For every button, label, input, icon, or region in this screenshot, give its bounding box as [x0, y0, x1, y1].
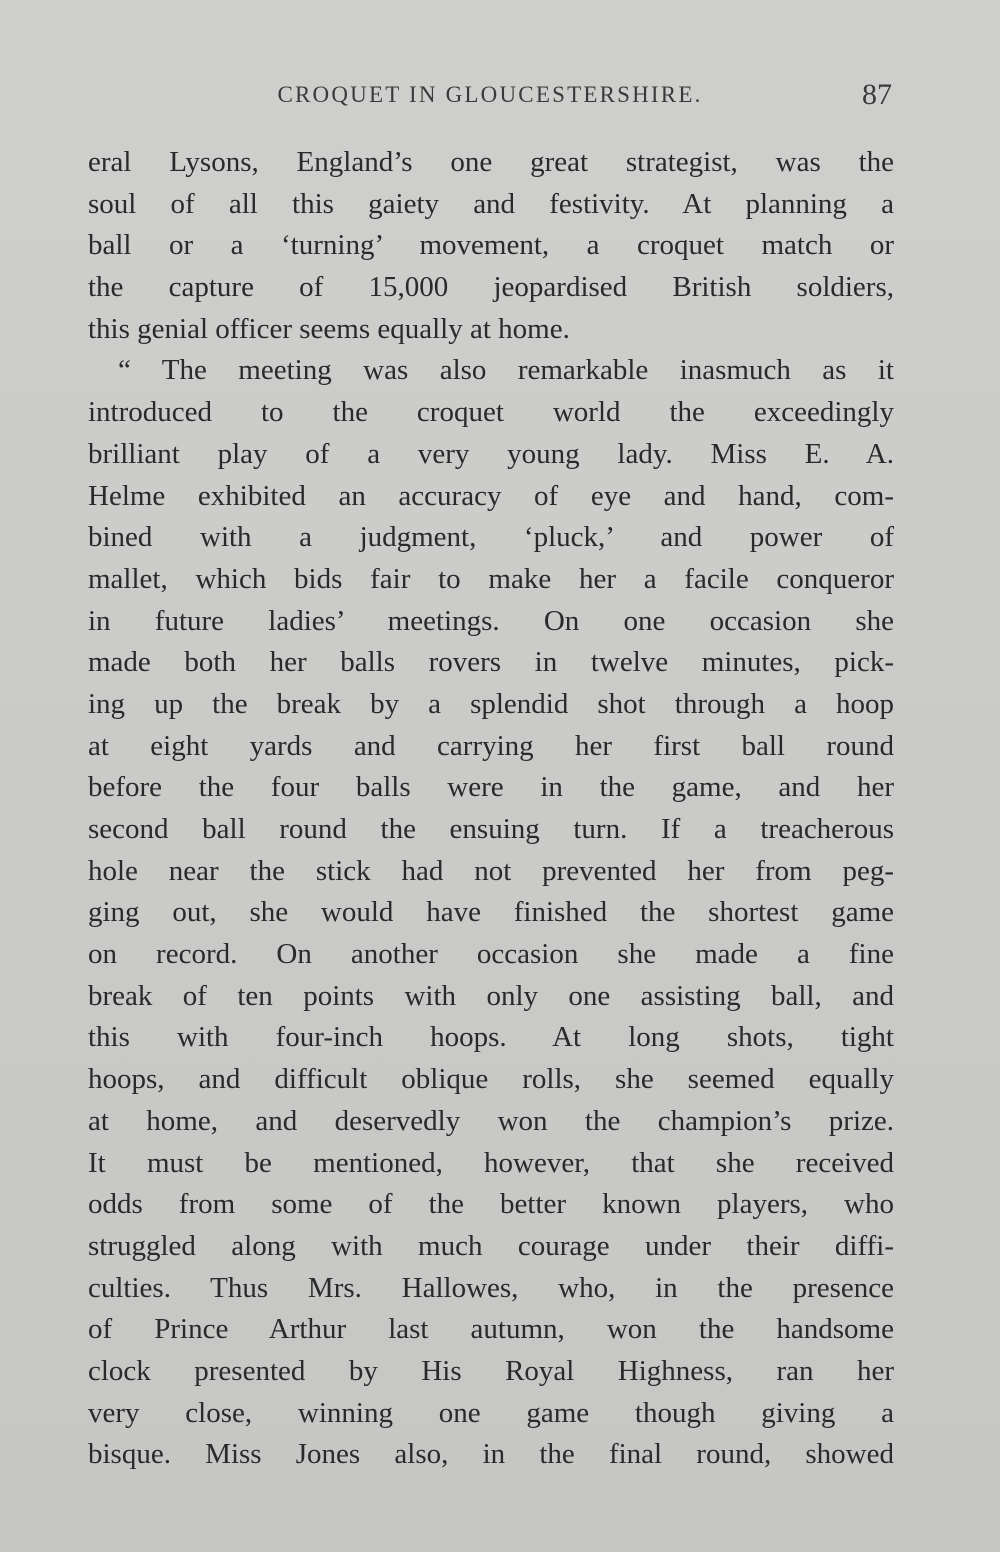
text-line: “ The meeting was also remarkable inasmuch as it [118, 354, 894, 387]
text-line: ging out, she would have finished the shortest game [88, 896, 894, 929]
text-line: before the four balls were in the game, and her [88, 771, 894, 804]
text-line: mallet, which bids fair to make her a facile conqueror [88, 562, 894, 595]
text-line: introduced to the croquet world the exceedingly [88, 396, 894, 429]
page-number: 87 [862, 78, 892, 111]
text-line: second ball round the ensuing turn. If a treacherous [88, 813, 894, 845]
running-head [88, 78, 892, 118]
text-line: eral Lysons, England’s one great strategist, was the [88, 146, 894, 178]
text-line: this with four-inch hoops. At long shots, tight [88, 1021, 894, 1054]
text-line: brilliant play of a very young lady. Miss E. A. [88, 437, 894, 470]
text-line: hole near the stick had not prevented her from peg- [88, 854, 894, 887]
text-line: at home, and deservedly won the champion’s prize. [88, 1104, 894, 1137]
text-line: of Prince Arthur last autumn, won the handsome [88, 1313, 894, 1346]
text-line: ing up the break by a splendid shot through a hoop [88, 687, 894, 720]
text-line: break of ten points with only one assisting ball, and [88, 979, 894, 1012]
text-line: hoops, and difficult oblique rolls, she seemed equally [88, 1063, 894, 1096]
text-line: bisque. Miss Jones also, in the final round, showed [88, 1438, 894, 1471]
text-line: this genial officer seems equally at home. [88, 312, 570, 345]
text-line: ball or a ‘turning’ movement, a croquet match or [88, 229, 894, 262]
text-line: Helme exhibited an accuracy of eye and hand, com- [88, 479, 894, 512]
text-line: struggled along with much courage under their diffi- [88, 1229, 894, 1262]
text-line: bined with a judgment, ‘pluck,’ and power of [88, 521, 894, 554]
text-line: soul of all this gaiety and festivity. At planning a [88, 187, 894, 220]
text-line: odds from some of the better known players, who [88, 1188, 894, 1221]
body-text [88, 142, 894, 1476]
running-head-title: CROQUET IN GLOUCESTERSHIRE. [277, 82, 703, 107]
text-line: clock presented by His Royal Highness, ran her [88, 1354, 894, 1387]
text-line: the capture of 15,000 jeopardised British soldiers, [88, 271, 894, 304]
text-line: very close, winning one game though giving a [88, 1396, 894, 1429]
text-line: on record. On another occasion she made a fine [88, 938, 894, 971]
text-line: in future ladies’ meetings. On one occasion she [88, 604, 894, 637]
text-line: at eight yards and carrying her first ball round [88, 729, 894, 762]
text-line: made both her balls rovers in twelve minutes, pick- [88, 646, 894, 679]
text-line: It must be mentioned, however, that she received [88, 1146, 894, 1179]
text-line: culties. Thus Mrs. Hallowes, who, in the presence [88, 1271, 894, 1304]
